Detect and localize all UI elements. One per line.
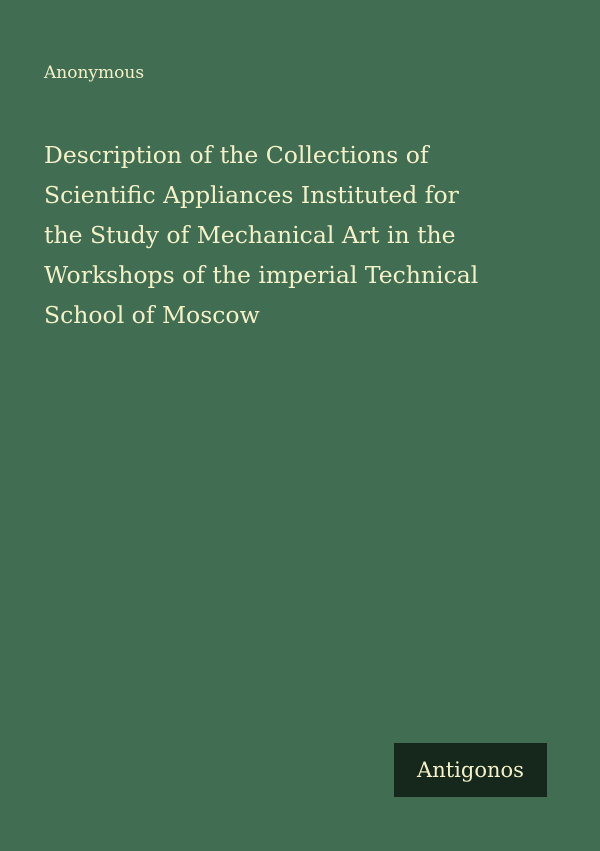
- author-name: Anonymous: [44, 63, 145, 83]
- title-line: School of Moscow: [44, 301, 260, 329]
- title-line: the Study of Mechanical Art in the: [44, 221, 456, 249]
- publisher-logo: [394, 743, 547, 797]
- title-line: Scientific Appliances Instituted for: [44, 181, 459, 209]
- publisher-name: Antigonos: [417, 758, 524, 782]
- title-line: Description of the Collections of: [44, 141, 429, 169]
- book-title: [44, 135, 584, 335]
- title-line: Workshops of the imperial Technical: [44, 261, 479, 289]
